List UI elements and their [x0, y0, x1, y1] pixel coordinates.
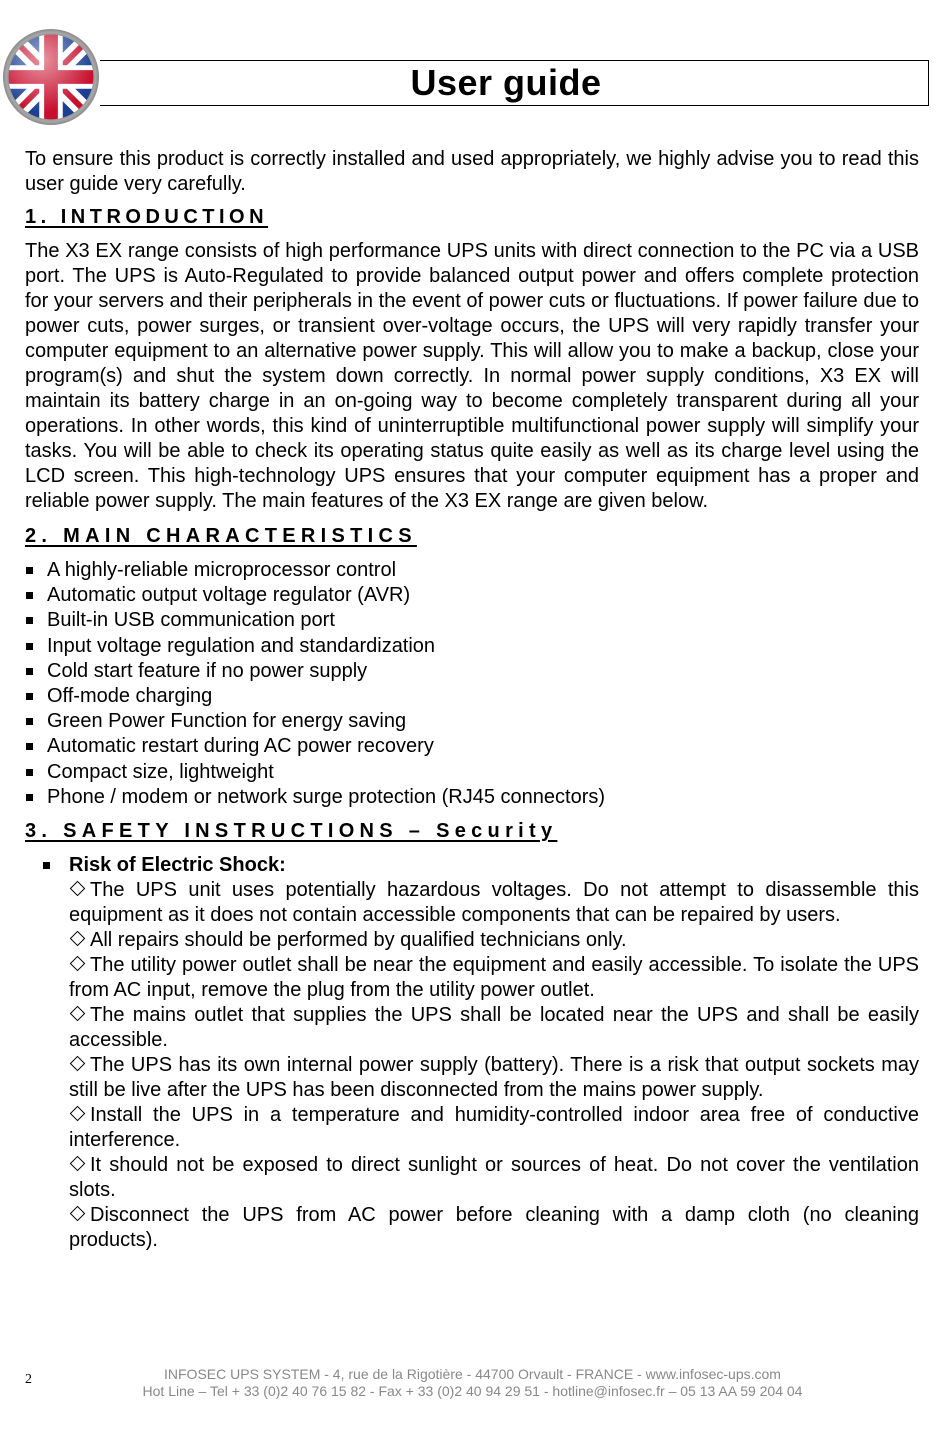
- risk-heading: Risk of Electric Shock:: [69, 853, 919, 878]
- safety-item: Disconnect the UPS from AC power before cleaning with a damp cloth (no cleaning products).: [69, 1203, 919, 1251]
- list-item: Automatic output voltage regulator (AVR): [25, 583, 919, 608]
- safety-item: The mains outlet that supplies the UPS shall be located near the UPS and shall be easily accessible.: [69, 1003, 919, 1051]
- section-heading-introduction: 1. INTRODUCTION: [25, 206, 269, 228]
- document-body: [25, 147, 919, 1253]
- footer-address: INFOSEC UPS SYSTEM - 4, rue de la Rigotière - 44700 Orvault - FRANCE - www.infosec-ups.com: [164, 1366, 781, 1382]
- diamond-bullet-icon: [70, 931, 86, 947]
- safety-item: Install the UPS in a temperature and humidity-controlled indoor area free of conductive interference.: [69, 1103, 919, 1151]
- list-item: Built-in USB communication port: [25, 608, 919, 633]
- diamond-bullet-icon: [70, 956, 86, 972]
- list-item: Phone / modem or network surge protection (RJ45 connectors): [25, 785, 919, 810]
- intro-paragraph: To ensure this product is correctly installed and used appropriately, we highly advise you to read this user guide very carefully.: [25, 148, 919, 195]
- safety-item: The UPS has its own internal power supply (battery). There is a risk that output sockets may still be live after the UPS has been disconnected from the mains power supply.: [69, 1053, 919, 1101]
- safety-item: It should not be exposed to direct sunlight or sources of heat. Do not cover the ventilation slots.: [69, 1153, 919, 1201]
- characteristics-list: [25, 558, 919, 810]
- section-heading-safety-instructions: 3. SAFETY INSTRUCTIONS – Security: [25, 819, 558, 842]
- diamond-bullet-icon: [70, 881, 86, 897]
- title-box: [100, 60, 929, 106]
- page-number: 2: [25, 1372, 32, 1387]
- page-title: User guide: [410, 62, 602, 103]
- safety-item: All repairs should be performed by qualified technicians only.: [69, 928, 919, 953]
- list-item: Cold start feature if no power supply: [25, 659, 919, 684]
- safety-item: The UPS unit uses potentially hazardous voltages. Do not attempt to disassemble this equipment as it does not contain accessible components that can be repaired by users.: [69, 878, 919, 926]
- page-footer: [0, 1366, 945, 1400]
- list-item: Compact size, lightweight: [25, 760, 919, 785]
- section-heading-main-characteristics: 2. MAIN CHARACTERISTICS: [25, 525, 417, 547]
- footer-contact: Hot Line – Tel + 33 (0)2 40 76 15 82 - Fax + 33 (0)2 40 94 29 51 - hotline@infosec.fr – 05 13 AA 59 204 04: [142, 1383, 803, 1399]
- list-item: Green Power Function for energy saving: [25, 709, 919, 734]
- diamond-bullet-icon: [70, 1156, 86, 1172]
- list-item: Input voltage regulation and standardization: [25, 634, 919, 659]
- diamond-bullet-icon: [70, 1106, 86, 1122]
- diamond-bullet-icon: [70, 1006, 86, 1022]
- diamond-bullet-icon: [70, 1056, 86, 1072]
- uk-flag-emblem: [2, 28, 100, 126]
- introduction-paragraph: The X3 EX range consists of high performance UPS units with direct connection to the PC via a USB port. The UPS is Auto-Regulated to provide balanced output power and offers complete protection for your servers and their peripherals in the event of power cuts or fluctuations. If power failure due to power cuts, power surges, or transient over-voltage occurs, the UPS will very rapidly transfer your computer equipment to an alternative power supply. This will allow you to make a backup, close your program(s) and shut the system down correctly. In normal power supply conditions, X3 EX will maintain its battery charge in an on-going way to become completely transparent during all your operations. In other words, this kind of uninterruptible multifunctional power supply will simplify your tasks. You will be able to check its operating status quite easily as well as its charge level using the LCD screen. This high-technology UPS ensures that your computer equipment has a proper and reliable power supply. The main features of the X3 EX range are given below.: [25, 240, 919, 512]
- list-item: Off-mode charging: [25, 684, 919, 709]
- diamond-bullet-icon: [70, 1206, 86, 1222]
- list-item: Automatic restart during AC power recovery: [25, 734, 919, 759]
- risk-of-electric-shock-block: [25, 853, 919, 1253]
- safety-item: The utility power outlet shall be near the equipment and easily accessible. To isolate the UPS from AC input, remove the plug from the utility power outlet.: [69, 953, 919, 1001]
- list-item: A highly-reliable microprocessor control: [25, 558, 919, 583]
